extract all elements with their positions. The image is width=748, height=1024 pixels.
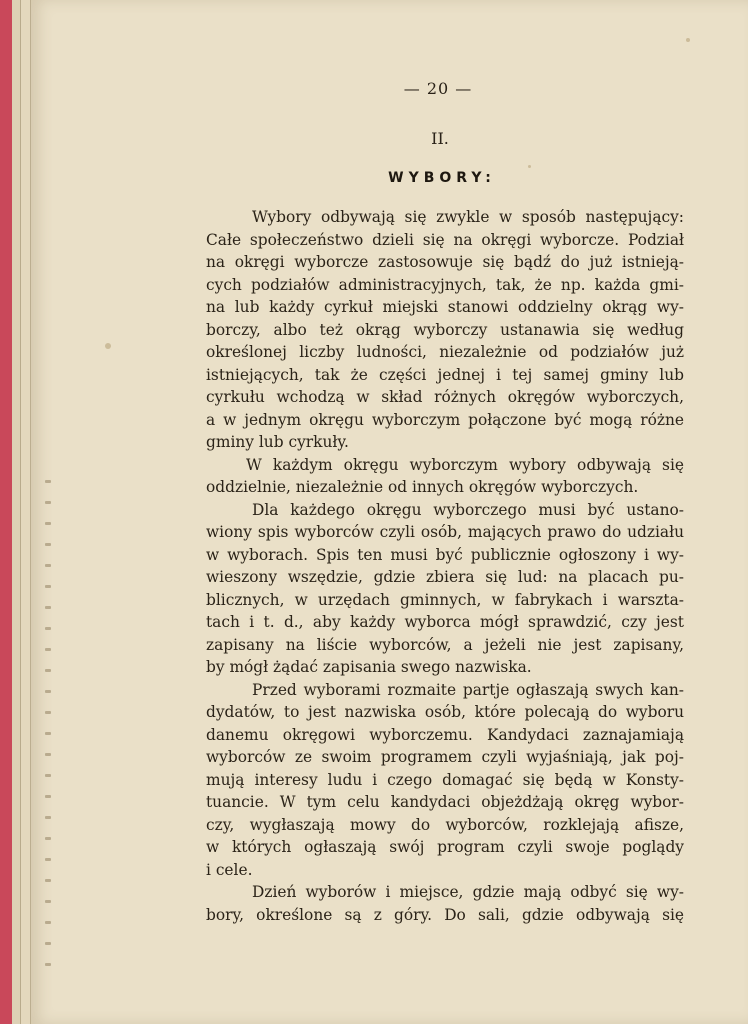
text-line: dydatów, to jest nazwiska osób, które polecają do wyboru (206, 703, 684, 721)
text-line: tuancie. W tym celu kandydaci objeżdżają okręg wybor- (206, 793, 684, 811)
text-line: Całe społeczeństwo dzieli się na okręgi wyborcze. Podział (206, 230, 684, 249)
text-line: Dla każdego okręgu wyborczego musi być ustano- (252, 500, 684, 519)
text-line: wyborców ze swoim programem czyli wyjaśniają, jak poj- (206, 748, 684, 766)
text-line: na lub każdy cyrkuł miejski stanowi oddzielny okrąg wy- (206, 298, 684, 316)
text-line: mują interesy ludu i czego domagać się będą w Konsty- (206, 770, 684, 789)
text-line: by mógł żądać zapisania swego nazwiska. (206, 658, 532, 676)
text-line: a w jednym okręgu wyborczym połączone być mogą różne (206, 410, 684, 429)
text-line: i cele. (206, 860, 253, 879)
text-line: cych podziałów administracyjnych, tak, że np. każda gmi- (206, 275, 684, 294)
body-text (206, 206, 684, 926)
paragraph (206, 454, 684, 499)
text-line: określonej liczby ludności, niezależnie od podziałów już (206, 343, 684, 361)
paragraph (206, 881, 684, 926)
text-line: blicznych, w urzędach gminnych, w fabrykach i warszta- (206, 590, 684, 609)
text-line: czy, wygłaszają mowy do wyborców, rozklejają afisze, (206, 815, 684, 834)
chapter-title: WYBORY: (388, 170, 496, 186)
text-line: Wybory odbywają się zwykle w sposób następujący: (252, 208, 684, 226)
text-line: tach i t. d., aby każdy wyborca mógł sprawdzić, czy jest (206, 613, 684, 631)
text-line: w wyborach. Spis ten musi być publicznie ogłoszony i wy- (206, 545, 684, 564)
text-line: wieszony wszędzie, gdzie zbiera się lud: na placach pu- (206, 568, 684, 586)
paper-stain (686, 38, 690, 42)
paragraph (206, 499, 684, 679)
paper-stain (105, 343, 111, 349)
page-number: — 20 — (403, 79, 473, 98)
text-line: danemu okręgowi wyborczemu. Kandydaci zaznajamiają (206, 725, 684, 744)
text-line: oddzielnie, niezależnie od innych okręgów wyborczych. (206, 478, 639, 496)
binding-stitches (45, 480, 53, 1020)
text-line: Przed wyborami rozmaite partje ogłaszają swych kan- (252, 680, 684, 699)
text-line: gminy lub cyrkuły. (206, 433, 349, 451)
text-line: borczy, albo też okrąg wyborczy ustanawia się według (206, 320, 684, 339)
text-line: cyrkułu wchodzą w skład różnych okręgów wyborczych, (206, 388, 684, 406)
text-line: Dzień wyborów i miejsce, gdzie mają odbyć się wy- (252, 883, 684, 901)
text-line: w których ogłaszają swój program czyli swoje poglądy (206, 838, 684, 856)
paragraph (206, 206, 684, 454)
text-line: na okręgi wyborcze zastosowuje się bądź do już istnieją- (206, 253, 684, 271)
paragraph (206, 679, 684, 882)
text-line: zapisany na liście wyborców, a jeżeli nie jest zapisany, (206, 635, 684, 654)
text-line: bory, określone są z góry. Do sali, gdzie odbywają się (206, 905, 684, 924)
text-line: istniejących, tak że części jednej i tej samej gminy lub (206, 365, 684, 384)
text-line: W każdym okręgu wyborczym wybory odbywają się (246, 455, 684, 474)
chapter-numeral: II. (431, 129, 449, 148)
paper-stain (528, 165, 531, 168)
text-line: wiony spis wyborców czyli osób, mających prawo do udziału (206, 523, 684, 541)
